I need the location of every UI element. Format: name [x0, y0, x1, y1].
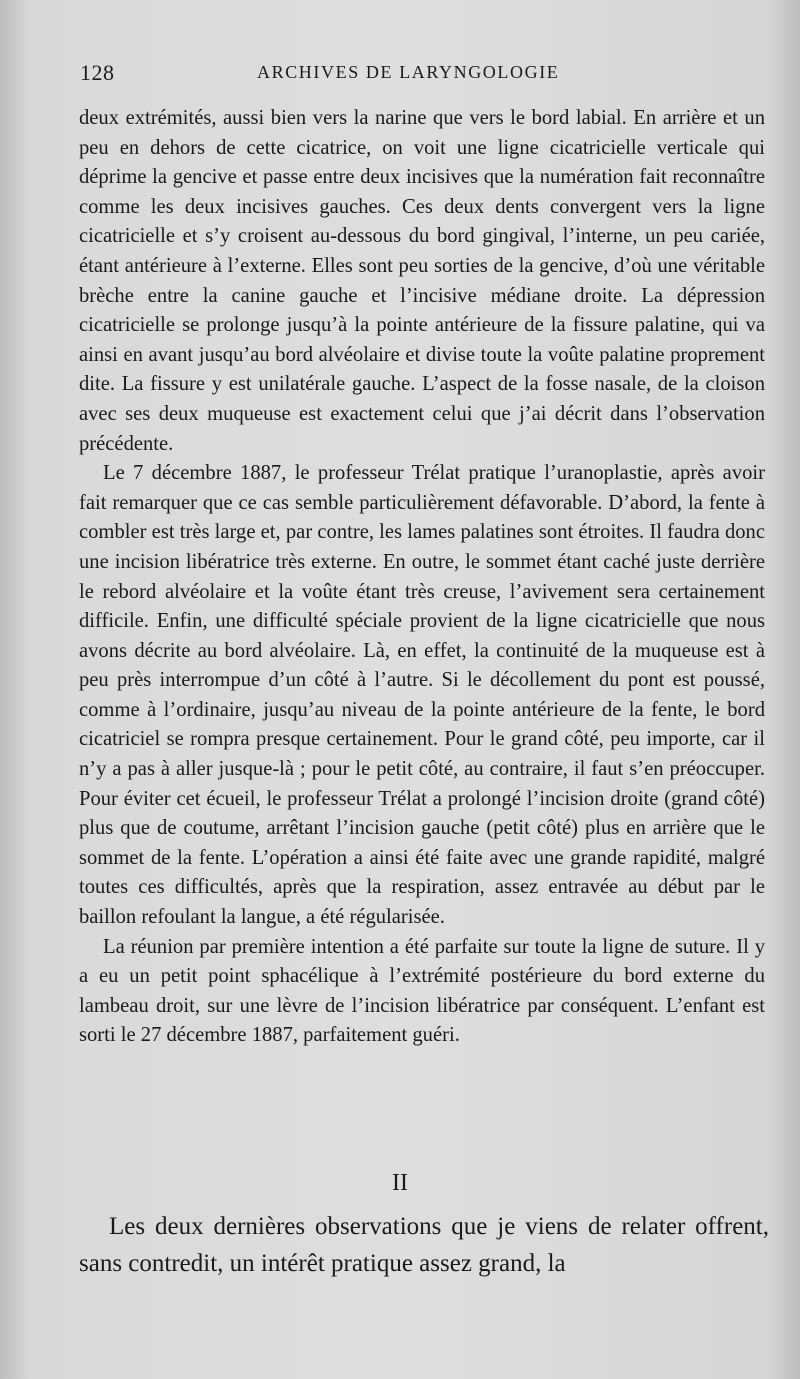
section-text	[79, 1208, 769, 1282]
page-number: 128	[80, 60, 115, 85]
section-paragraph: Les deux dernières observations que je viens de relater offrent, sans contredit, un intérêt pratique assez grand, la	[79, 1213, 769, 1277]
body-text	[79, 104, 765, 1051]
running-title: ARCHIVES DE LARYNGOLOGIE	[257, 62, 560, 82]
page-header	[80, 60, 766, 90]
section-heading: II	[392, 1170, 408, 1196]
paragraph-continuation: deux extrémités, aussi bien vers la narine que vers le bord labial. En arrière et un peu en dehors de cette cicatrice, on voit une ligne cicatricielle verticale qui déprime la gencive et passe entre deux incisives que la numération fait reconnaître comme les deux incisives gauches. Ces deux dents convergent vers la ligne cicatricielle et s’y croisent au-dessous du bord gingival, l’interne, un peu cariée, étant antérieure à l’externe. Elles sont peu sorties de la gencive, d’où une véritable brèche entre la canine gauche et l’incisive médiane droite. La dépression cicatricielle se prolonge jusqu’à la pointe antérieure de la fissure palatine, qui va ainsi en avant jusqu’au bord alvéolaire et divise toute la voûte palatine proprement dite. La fissure y est unilatérale gauche. L’aspect de la fosse nasale, de la cloison avec ses deux muqueuse est exactement celui que j’ai décrit dans l’observation précédente.	[79, 107, 765, 455]
paragraph-operation: Le 7 décembre 1887, le professeur Trélat pratique l’uranoplastie, après avoir fait remarquer que ce cas semble particulièrement défavorable. D’abord, la fente à combler est très large et, par contre, les lames palatines sont étroites. Il faudra donc une incision libératrice très externe. En outre, le sommet étant caché juste derrière le rebord alvéolaire et la voûte étant très creuse, l’avivement sera certainement difficile. Enfin, une difficulté spéciale provient de la ligne cicatricielle que nous avons décrite au bord alvéolaire. Là, en effet, la continuité de la muqueuse est à peu près interrompue d’un côté à l’autre. Si le décollement du pont est poussé, comme à l’ordinaire, jusqu’au niveau de la pointe antérieure de la fente, le bord cicatriciel se rompra presque certainement. Pour le grand côté, peu importe, car il n’y a pas à aller jusque-là ; pour le petit côté, au contraire, il faut s’en préoccuper. Pour éviter cet écueil, le professeur Trélat a prolongé l’incision droite (grand côté) plus que de coutume, arrêtant l’incision gauche (petit côté) plus en arrière que le sommet de la fente. L’opération a ainsi été faite avec une grande rapidité, malgré toutes ces difficultés, après que la respiration, assez entravée au début par le baillon refoulant la langue, a été régularisée.	[79, 462, 765, 929]
paragraph-outcome: La réunion par première intention a été parfaite sur toute la ligne de suture. Il y a eu un petit point sphacélique à l’extrémité postérieure du bord externe du lambeau droit, sur une lèvre de l’incision libératrice par conséquent. L’enfant est sorti le 27 décembre 1887, parfaitement guéri.	[79, 935, 765, 1047]
